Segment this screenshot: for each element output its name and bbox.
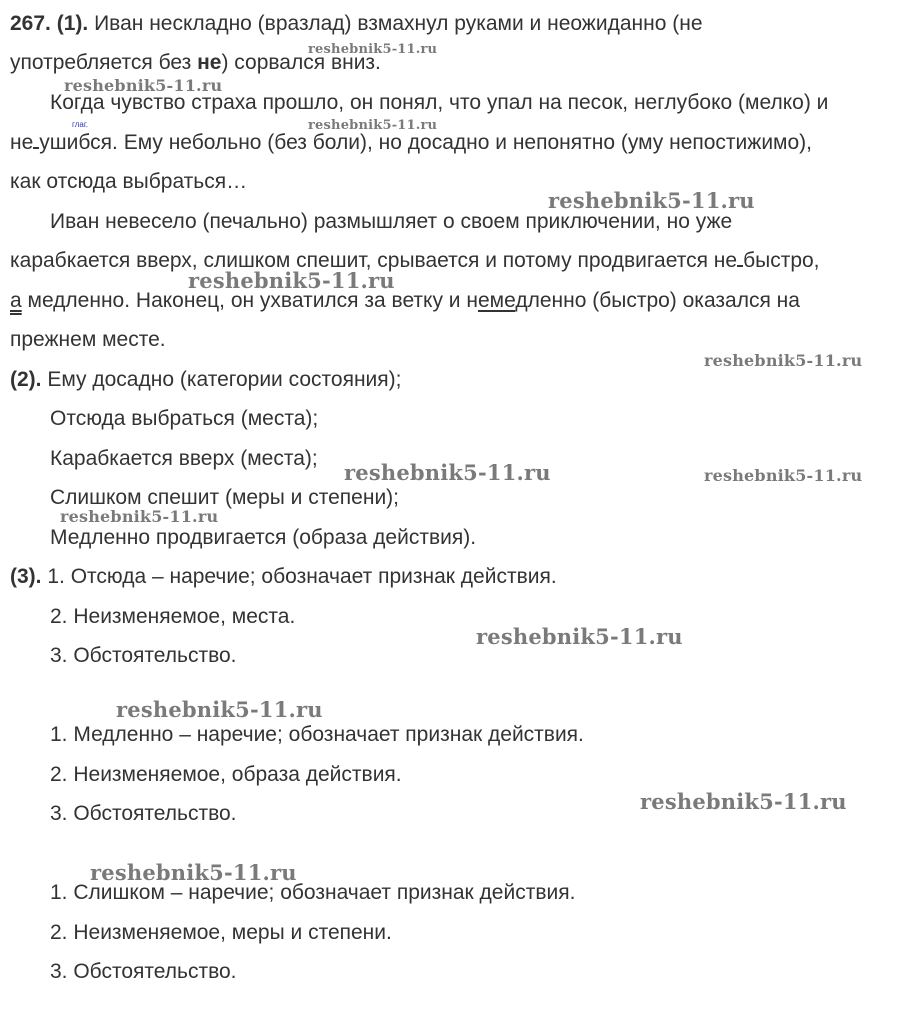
list-item: Слишком спешит (меры и степени);: [50, 486, 400, 509]
watermark: reshebnik5-11.ru: [344, 460, 551, 485]
text-line: Иван нескладно (вразлад) взмахнул руками и неожиданно (не: [94, 12, 703, 35]
part2-label: (2).: [10, 368, 42, 391]
list-item: 2. Неизменяемое, места.: [50, 605, 296, 628]
watermark: reshebnik5-11.ru: [188, 268, 395, 293]
list-item: 3. Обстоятельство.: [50, 802, 237, 825]
text-segment: быстро,: [743, 249, 820, 272]
list-item: 2. Неизменяемое, меры и степени.: [50, 921, 392, 944]
bold-word: не: [197, 51, 222, 74]
underlined-segment: еме: [477, 289, 516, 312]
text-segment: не: [10, 131, 34, 154]
list-item: 1. Слишком – наречие; обозначает признак действия.: [50, 881, 576, 904]
text-segment: ушибся: [39, 131, 113, 154]
part3-label: (3).: [10, 565, 42, 588]
watermark: reshebnik5-11.ru: [548, 188, 755, 213]
text-segment: медленно. Наконец, он ухватился за ветку и н: [21, 289, 478, 312]
paragraph-line: [10, 288, 800, 314]
list-item: 3. Обстоятельство.: [50, 644, 237, 667]
list-item: Медленно продвигается (образа действия).: [50, 526, 477, 549]
watermark: reshebnik5-11.ru: [60, 507, 219, 526]
watermark: reshebnik5-11.ru: [476, 624, 683, 649]
text-segment: дленно (быстро) оказался на: [515, 289, 800, 312]
grammar-note: глаг.: [72, 120, 89, 129]
paragraph-line: Когда чувство страха прошло, он понял, что упал на песок, неглубоко (мелко) и: [50, 91, 829, 114]
watermark: reshebnik5-11.ru: [308, 42, 438, 57]
text-segment: ) сорвался вниз.: [221, 51, 381, 74]
watermark: reshebnik5-11.ru: [640, 789, 847, 814]
text-segment: . Ему небольно (без боли), но досадно и непонятно (уму непостижимо),: [112, 131, 813, 154]
part1-label: (1).: [56, 12, 89, 35]
watermark: reshebnik5-11.ru: [64, 76, 223, 95]
exercise-number: 267.: [10, 12, 51, 35]
list-item: 1. Отсюда – наречие; обозначает признак действия.: [47, 565, 557, 588]
paragraph-line: [10, 564, 557, 590]
paragraph-line: прежнем месте.: [10, 328, 166, 351]
underlined-conjunction: а: [10, 289, 22, 312]
list-item: Отсюда выбраться (места);: [50, 407, 319, 430]
watermark: reshebnik5-11.ru: [308, 118, 438, 133]
text-segment: употребляется без: [10, 51, 198, 74]
paragraph-line: [10, 11, 703, 37]
paragraph-line: [10, 248, 820, 274]
watermark: reshebnik5-11.ru: [704, 466, 863, 485]
list-item: 1. Медленно – наречие; обозначает признак действия.: [50, 723, 584, 746]
list-item: 3. Обстоятельство.: [50, 960, 237, 983]
watermark: reshebnik5-11.ru: [704, 351, 863, 370]
list-item: Ему досадно (категории состояния);: [47, 368, 402, 391]
list-item: Карабкается вверх (места);: [50, 447, 318, 470]
paragraph-line: [10, 367, 401, 393]
watermark: reshebnik5-11.ru: [116, 697, 323, 722]
paragraph-line: Иван невесело (печально) размышляет о своем приключении, но уже: [50, 210, 733, 233]
paragraph-line: как отсюда выбраться…: [10, 170, 248, 193]
watermark: reshebnik5-11.ru: [90, 860, 297, 885]
paragraph-line: [10, 130, 812, 156]
text-segment: карабкается вверх, слишком спешит, срывается и потому продвигается не: [10, 249, 738, 272]
list-item: 2. Неизменяемое, образа действия.: [50, 763, 402, 786]
